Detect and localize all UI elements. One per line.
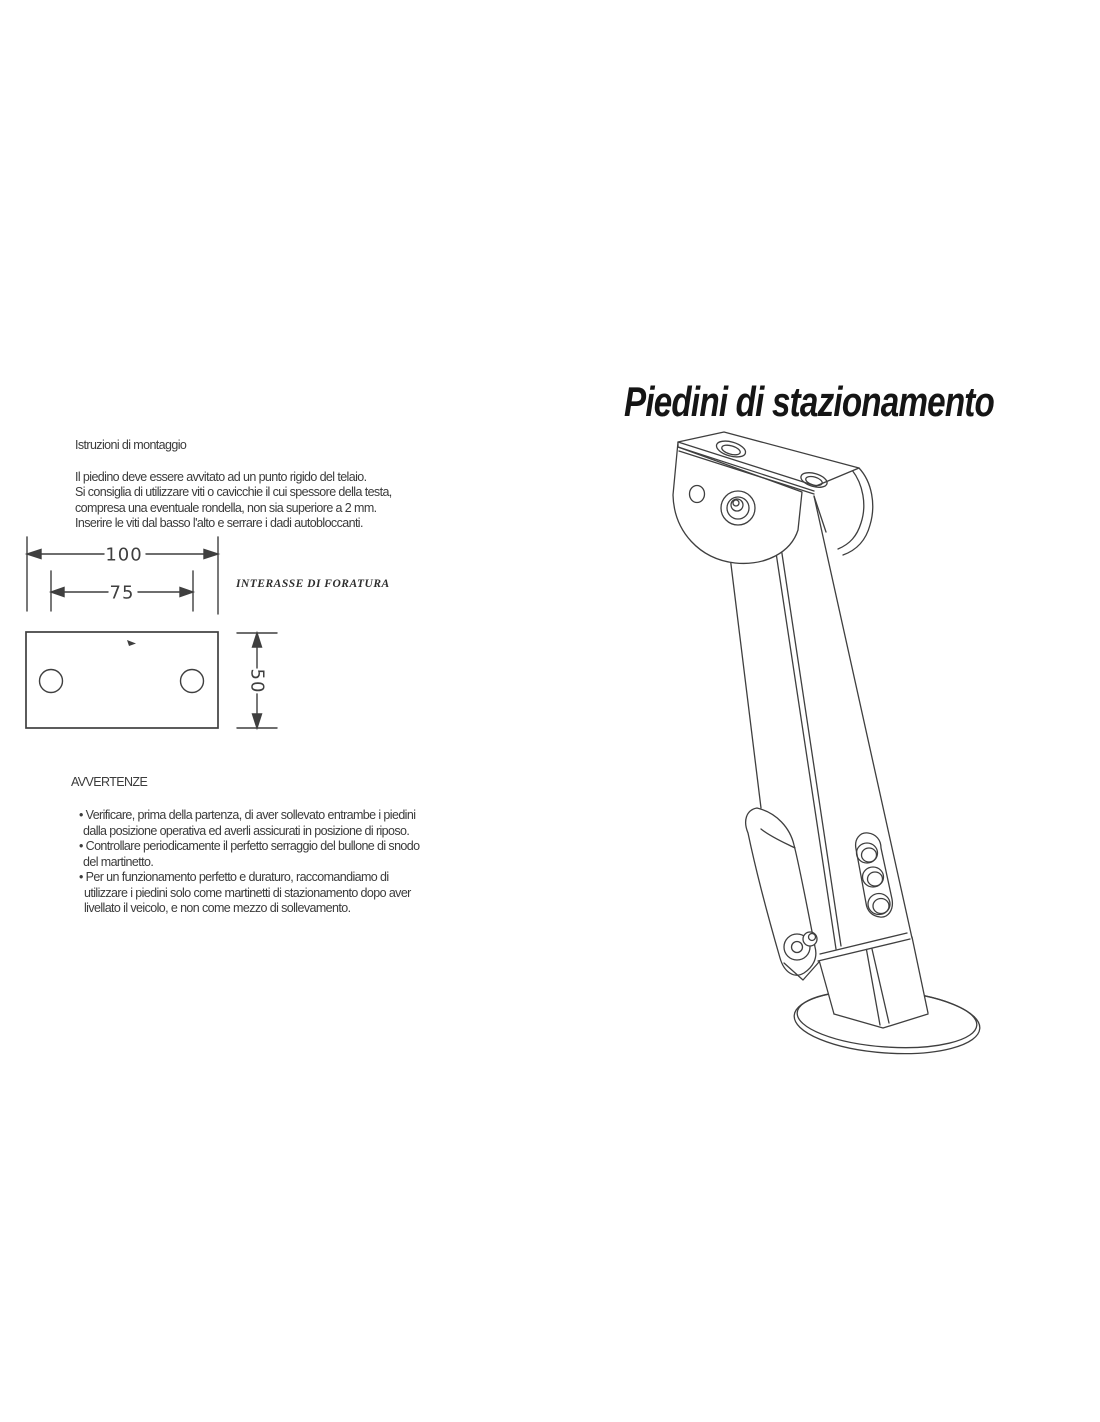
text-line: compresa una eventuale rondella, non sia superiore a 2 mm. bbox=[75, 501, 377, 515]
text-line: Inserire le viti dal basso l'alto e serrare i dadi autobloccanti. bbox=[75, 516, 363, 530]
stabilizer-leg-illustration bbox=[615, 418, 1025, 1090]
page-title: Piedini di stazionamento bbox=[624, 378, 995, 425]
pivot-bolt bbox=[721, 491, 755, 525]
instructions-heading: Istruzioni di montaggio bbox=[75, 438, 187, 452]
warning-line: dalla posizione operativa ed averli assicurati in posizione di riposo. bbox=[83, 824, 410, 838]
warning-line: • Per un funzionamento perfetto e duraturo, raccomandiamo di bbox=[79, 870, 389, 884]
text-line: Si consiglia di utilizzare viti o cavicchie il cui spessore della testa, bbox=[75, 485, 392, 499]
mounting-bracket bbox=[673, 432, 873, 563]
warnings-heading: AVVERTENZE bbox=[71, 775, 148, 789]
warning-line: • Verificare, prima della partenza, di aver sollevato entrambe i piedini bbox=[79, 808, 416, 822]
mounting-plate-diagram bbox=[0, 525, 400, 760]
dim-width-text: 100 bbox=[105, 544, 143, 566]
warning-line: del martinetto. bbox=[83, 855, 154, 869]
warning-line: • Controllare periodicamente il perfetto serraggio del bullone di snodo bbox=[79, 839, 420, 853]
warning-line: utilizzare i piedini solo come martinetti di stazionamento dopo aver bbox=[84, 886, 411, 900]
mounting-plate bbox=[26, 632, 218, 728]
dim-hole-spacing-text: 75 bbox=[109, 582, 135, 604]
outer-leg-tube bbox=[728, 496, 912, 961]
dim-height-text: 50 bbox=[246, 668, 268, 694]
plate-hole-left bbox=[40, 670, 63, 693]
plate-hole-right bbox=[181, 670, 204, 693]
hole-spacing-label: INTERASSE DI FORATURA bbox=[236, 578, 390, 590]
text-line: Il piedino deve essere avvitato ad un punto rigido del telaio. bbox=[75, 470, 367, 484]
warning-line: livellato il veicolo, e non come mezzo di sollevamento. bbox=[84, 901, 351, 915]
scan-mark bbox=[127, 640, 136, 646]
